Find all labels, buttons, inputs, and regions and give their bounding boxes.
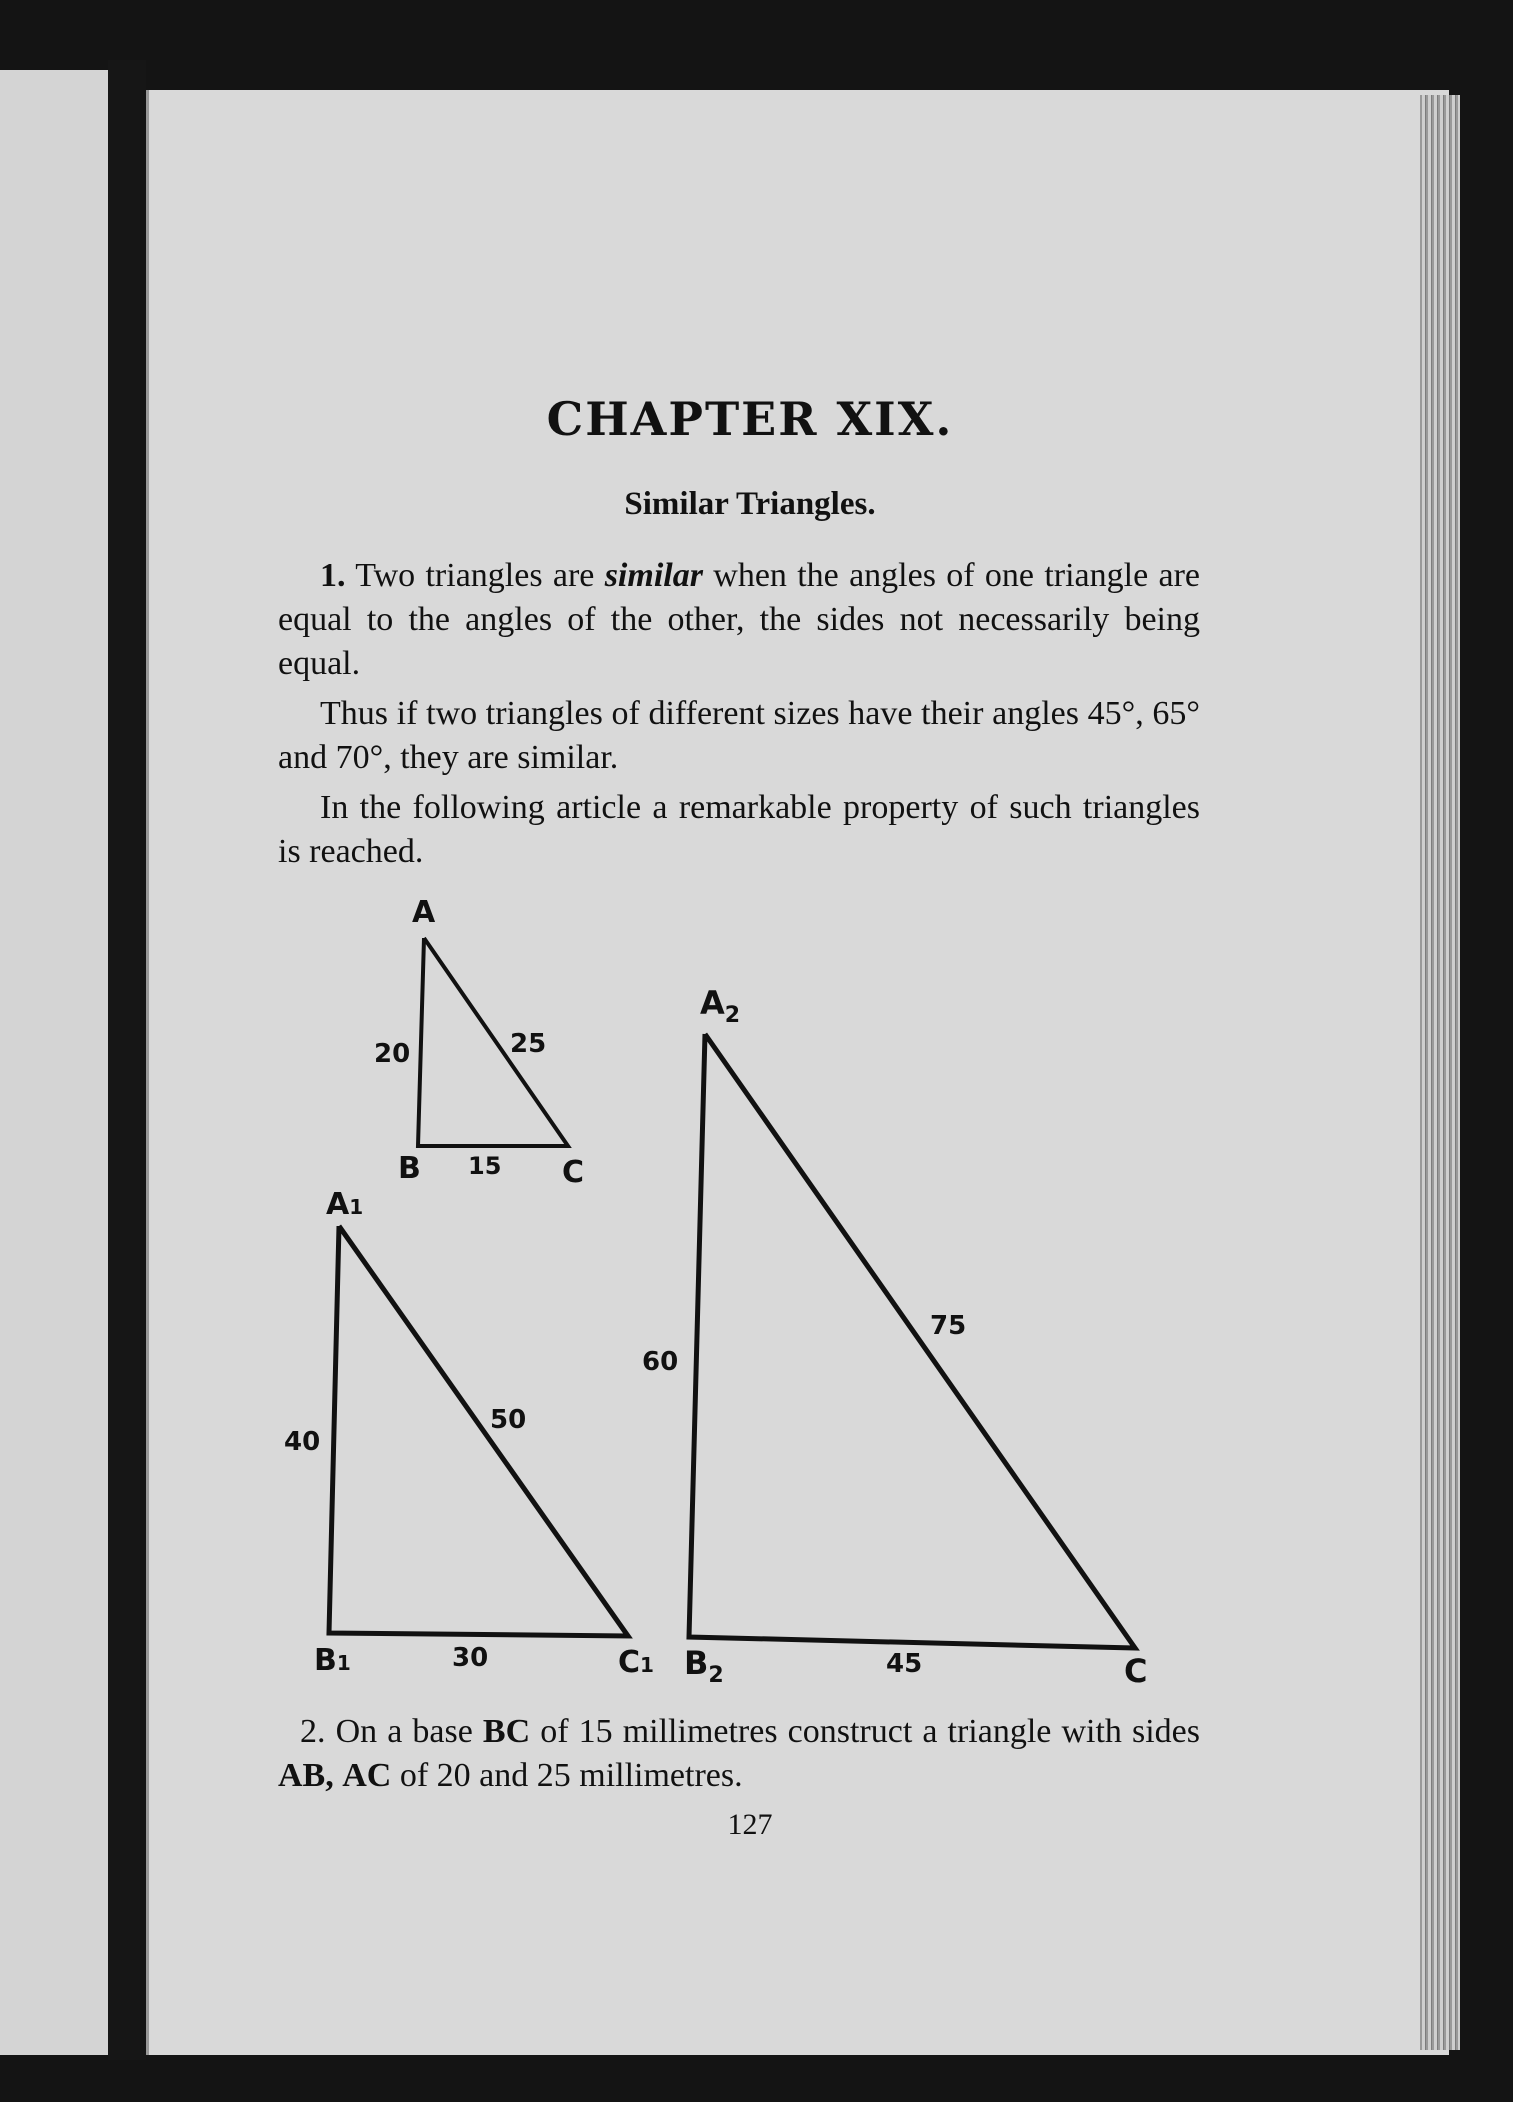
paragraph-number: 1. bbox=[320, 557, 346, 594]
side-length-label: 60 bbox=[642, 1347, 679, 1377]
section-title: Similar Triangles. bbox=[624, 486, 876, 522]
triangle-large bbox=[642, 984, 1147, 1690]
side-length-label: 75 bbox=[930, 1311, 967, 1341]
page-number: 127 bbox=[727, 1808, 773, 1841]
vertex-label: B bbox=[398, 1151, 421, 1186]
side-length-label: 30 bbox=[452, 1643, 489, 1673]
vertex-label: A bbox=[412, 895, 436, 930]
vertex-label: C1 bbox=[618, 1645, 654, 1680]
triangle-small bbox=[374, 895, 584, 1190]
vertex-label: $A_2$ bbox=[700, 984, 741, 1028]
vertex-label: B1 bbox=[314, 1643, 351, 1678]
paragraph-example: Thus if two triangles of different sizes have their angles 45°, 65° and 70°, they are similar. bbox=[278, 695, 1200, 776]
chapter-title: CHAPTER XIX. bbox=[546, 392, 954, 446]
triangle-medium bbox=[284, 1187, 654, 1680]
paragraph-exercise: 2. On a base BC of 15 millimetres construct a triangle with sides AB, AC of 20 and 25 millimetres. bbox=[278, 1713, 1200, 1794]
vertex-label: $B_2$ bbox=[684, 1644, 724, 1688]
triangle-medium-outline bbox=[329, 1226, 628, 1636]
side-length-label: 50 bbox=[490, 1405, 527, 1435]
side-length-label: 40 bbox=[284, 1427, 321, 1457]
vertex-label: A1 bbox=[326, 1187, 364, 1222]
side-length-label: 25 bbox=[510, 1029, 547, 1059]
paragraph-definition: 1. Two triangles are similar when the angles of one triangle are equal to the angles of the other, the sides not necessarily being equal. bbox=[278, 557, 1200, 682]
paragraph-property: In the following article a remarkable property of such triangles is reached. bbox=[278, 789, 1200, 870]
side-length-label: 20 bbox=[374, 1039, 411, 1069]
vertex-label: C bbox=[1124, 1652, 1148, 1690]
side-length-label: 45 bbox=[886, 1649, 923, 1679]
vertex-label: C bbox=[562, 1155, 585, 1190]
emphasis-similar: similar bbox=[604, 557, 703, 594]
paragraph-number: 2. bbox=[300, 1713, 326, 1750]
triangle-large-outline bbox=[689, 1034, 1135, 1648]
side-length-label: 15 bbox=[468, 1152, 502, 1180]
